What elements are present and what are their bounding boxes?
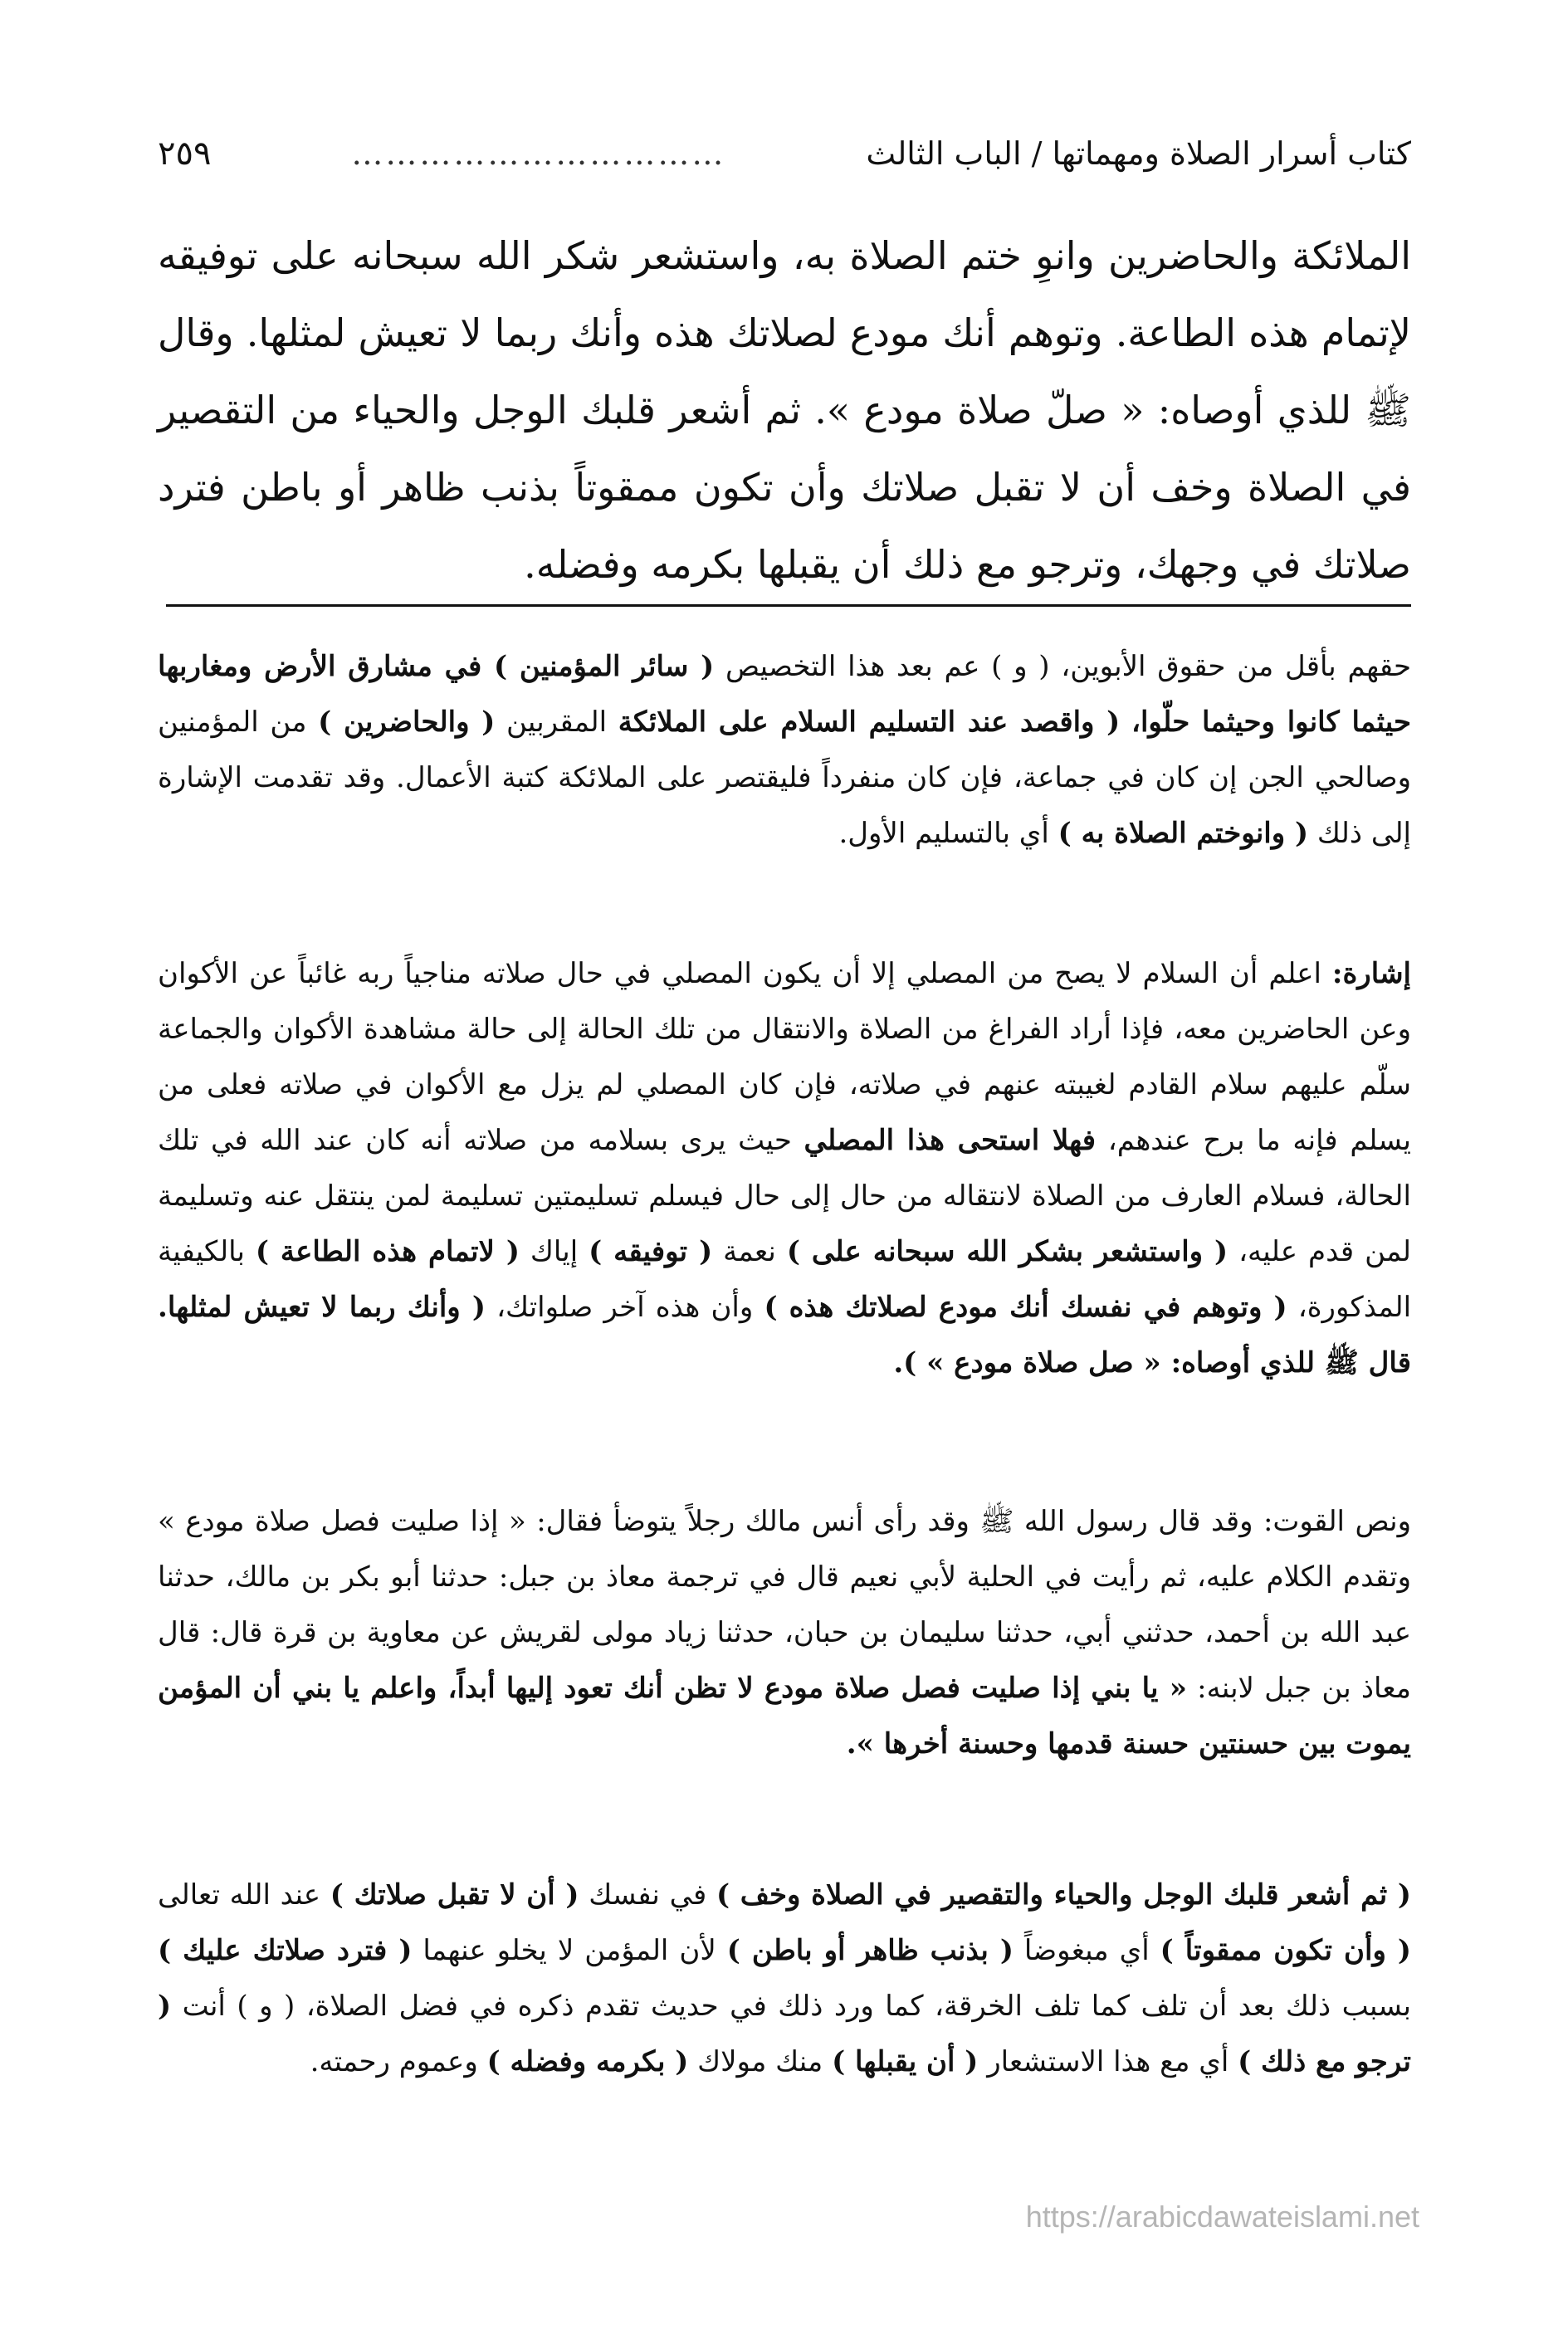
quoted-matn: ( وتوهم في نفسك أنك مودع لصلاتك هذه ) [764, 1291, 1287, 1324]
running-header [158, 125, 1411, 183]
quoted-matn: ( توفيقه ) [589, 1235, 713, 1268]
commentary-paragraph-2 [158, 946, 1436, 1486]
commentary-paragraph-1 [158, 639, 1411, 938]
commentary-text: المقربين [506, 706, 608, 739]
commentary-paragraph-3 [158, 1494, 1436, 1859]
quoted-matn: ( فترد صلاتك عليك ) [158, 1934, 413, 1967]
chapter-title: كتاب أسرار الصلاة ومهماتها / الباب الثالث [866, 135, 1411, 172]
quoted-matn: ( أن يقبلها ) [832, 2045, 979, 2078]
leader-dots: …………………………… [351, 135, 726, 172]
quoted-matn: ( والحاضرين ) [318, 706, 496, 739]
commentary-text: إياك [530, 1235, 579, 1268]
quoted-matn: ( أن لا تقبل صلاتك ) [330, 1878, 579, 1912]
commentary-paragraph-4 [158, 1868, 1436, 2191]
commentary-text: أي مع هذا الاستشعار [987, 2045, 1229, 2078]
page-number: ٢٥٩ [158, 134, 212, 173]
commentary-text: من المؤمنين وصالحي الجن إن كان في جماعة، فإن كان منفرداً فليقتصر على الملائكة كتبة الأعمال. وقد تقدمت الإشارة إلى ذلك [158, 706, 1411, 850]
footnote-divider [166, 604, 1411, 607]
quoted-matn: ( وانوختم الصلاة به ) [1058, 817, 1309, 850]
commentary-text: نعمة [723, 1235, 776, 1268]
quoted-matn: ( لاتمام هذه الطاعة ) [255, 1235, 520, 1268]
main-text: الملائكة والحاضرين وانوِ ختم الصلاة به، واستشعر شكر الله سبحانه على توفيقه لإتمام هذه الطاعة. وتوهم أنك مودع لصلاتك هذه وأنك ربما لا تعيش لمثلها. وقال ﷺ للذي أوصاه: « صلّ صلاة مودع ». ثم أشعر قلبك الوجل والحياء من التقصير في الصلاة وخف أن لا تقبل صلاتك وأن تكون ممقوتاً بذنب ظاهر أو باطن فترد صلاتك في وجهك، وترجو مع ذلك أن يقبلها بكرمه وفضله. [158, 233, 1411, 587]
commentary-text: عند الله تعالى [158, 1878, 321, 1912]
commentary-text: اعلم أن السلام لا يصح من المصلي إلا أن يكون المصلي في حال صلاته مناجياً ربه غائباً عن الأكوان وعن الحاضرين معه، فإذا أراد الفراغ من الصلاة والانتقال من تلك الحالة إلى حالة مشاهدة الأكوان والجماعة سلّم عليهم سلام القادم لغيبته عنهم في صلاته، فإن كان المصلي لم يزل مع الأكوان في صلاته فعلى من يسلم فإنه ما برح عندهم، [158, 957, 1412, 1157]
section-lead: إشارة: [1331, 957, 1411, 990]
commentary-text: بالكيفية المذكورة، [158, 1235, 1412, 1324]
quoted-matn: ( ترجو مع ذلك ) [158, 1990, 1411, 2078]
commentary-text: وعموم رحمته. [310, 2045, 478, 2078]
commentary-text: منك مولاك [697, 2045, 823, 2078]
commentary-text: بسبب ذلك بعد أن تلف كما تلف الخرقة، كما ورد ذلك في حديث تقدم ذكره في فضل الصلاة، ( و ) أنت [182, 1990, 1412, 2023]
commentary-text: حقهم بأقل من حقوق الأبوين، ( و ) عم بعد هذا التخصيص [725, 650, 1412, 683]
quoted-matn: ( بكرمه وفضله ) [486, 2045, 689, 2078]
commentary-text: وأن هذه آخر صلواتك، [496, 1291, 754, 1324]
commentary-text: أي بالتسليم الأول. [838, 817, 1049, 850]
commentary-text: حيث يرى بسلامه من صلاته أنه كان عند الله في تلك الحالة، فسلام العارف من الصلاة لانتقاله من حال إلى حال فيسلم تسليمتين تسليمة لمن ينتقل عنه وتسليمة لمن قدم عليه، [158, 1124, 1411, 1268]
quoted-matn: ( وأن تكون ممقوتاً ) [1160, 1934, 1411, 1967]
source-watermark: https://arabicdawateislami.net [1025, 2200, 1419, 2234]
quoted-matn: ( واستشعر بشكر الله سبحانه على ) [786, 1235, 1229, 1268]
quoted-matn: ( وأنك ربما لا تعيش لمثلها. قال ﷺ للذي أوصاه: « صل صلاة مودع » ). [158, 1291, 1411, 1380]
quoted-matn: ( بذنب ظاهر أو باطن ) [726, 1934, 1014, 1967]
quoted-hadith: « يا بني إذا صليت فصل صلاة مودع لا تظن أنك تعود إليها أبداً، واعلم يا بني أن المؤمن يموت بين حسنتين حسنة قدمها وحسنة أخرها ». [158, 1672, 1411, 1760]
commentary-text: أي مبغوضاً [1023, 1934, 1150, 1967]
emphasis-text: فهلا استحى هذا المصلي [804, 1124, 1097, 1157]
commentary-text: في نفسك [589, 1878, 707, 1912]
quoted-matn: ( واقصد عند التسليم السلام على الملائكة [618, 706, 1121, 739]
quoted-matn: ( ثم أشعر قلبك الوجل والحياء والتقصير في الصلاة وخف ) [716, 1878, 1412, 1912]
commentary-text: ونص القوت: وقد قال رسول الله ﷺ وقد رأى أنس مالك رجلاً يتوضأ فقال: « إذا صليت فصل صلاة مودع » وتقدم الكلام عليه، ثم رأيت في الحلية لأبي نعيم قال في ترجمة معاذ بن جبل: حدثنا أبو بكر بن مالك، حدثنا عبد الله بن أحمد، حدثني أبي، حدثنا سليمان بن حبان، حدثنا زياد مولى لقريش عن معاوية بن قرة قال: قال معاذ بن جبل لابنه: [158, 1505, 1411, 1705]
commentary-text: لأن المؤمن لا يخلو عنهما [423, 1934, 716, 1967]
quoted-matn: ( سائر المؤمنين ) في مشارق الأرض ومغاربها حيثما كانوا وحيثما حلّوا، [158, 650, 1412, 739]
